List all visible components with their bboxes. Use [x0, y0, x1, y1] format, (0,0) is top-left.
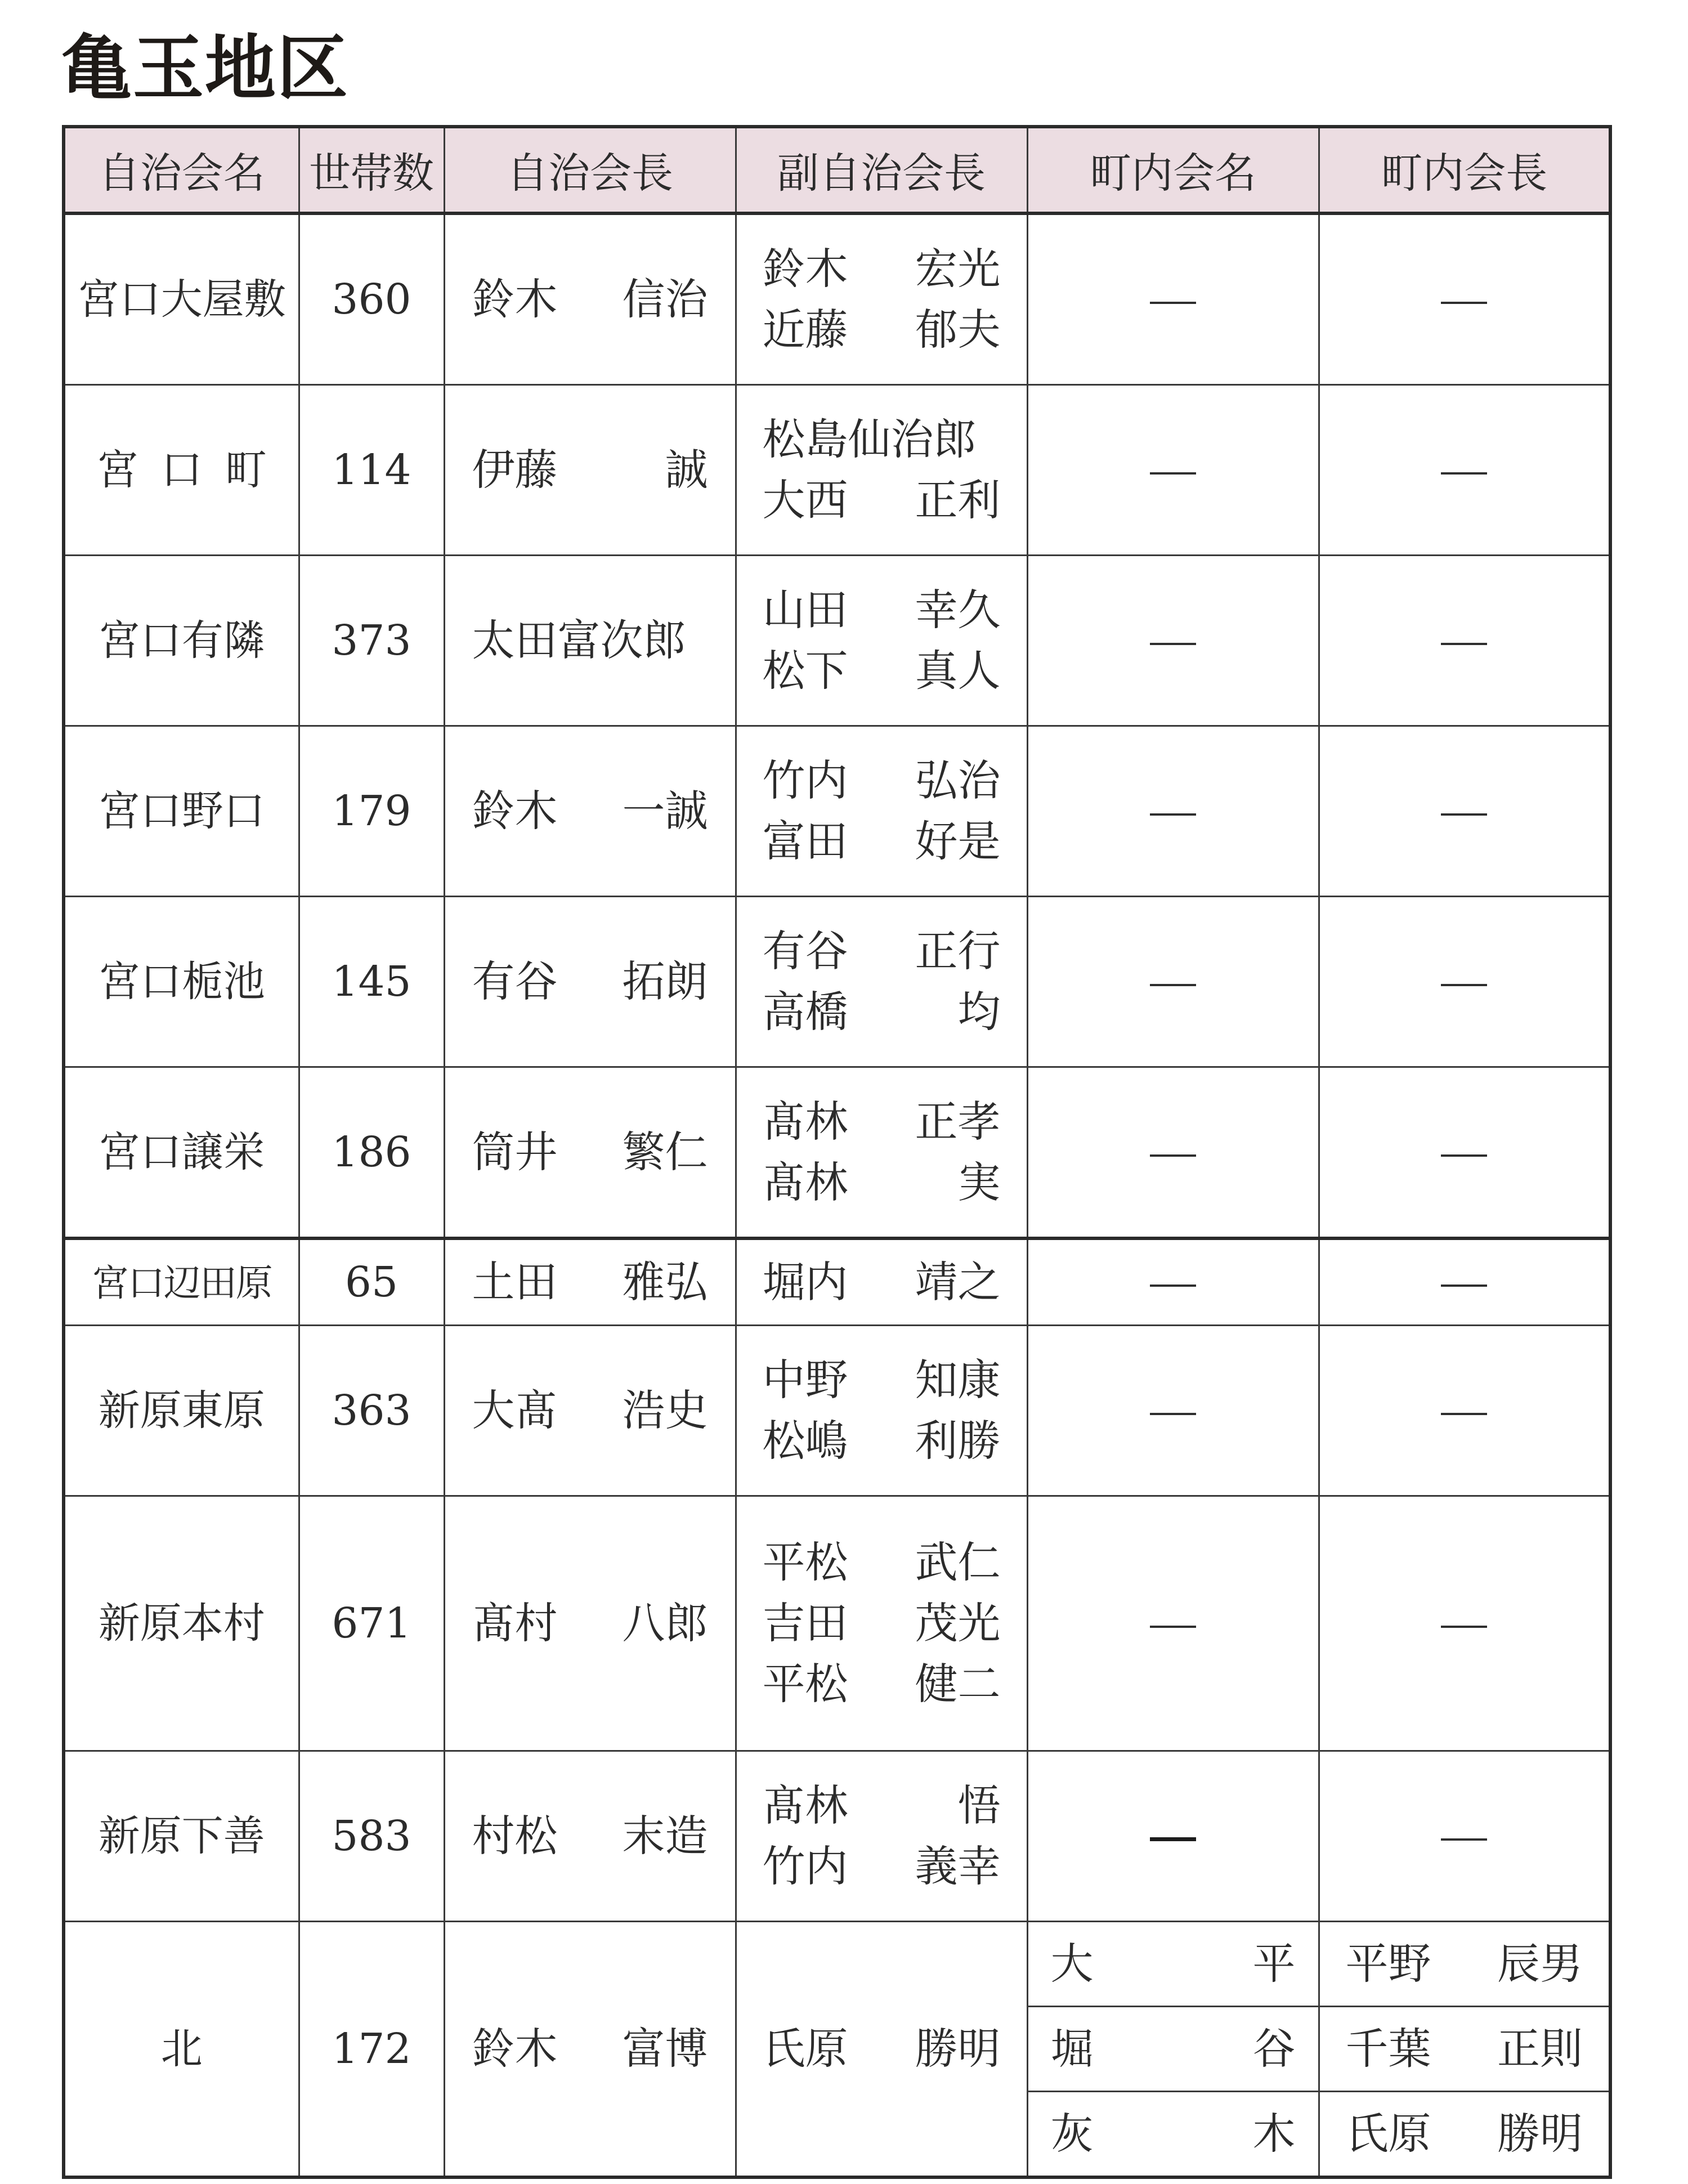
chair-surname: 髙村 [472, 1598, 558, 1648]
town-chair-empty [1319, 726, 1610, 897]
header-association-name: 自治会名 [64, 127, 299, 213]
header-town-name: 町内会名 [1027, 127, 1319, 213]
town-name-empty [1027, 1238, 1319, 1326]
vice-surname: 大西 [762, 475, 848, 525]
chair-name [444, 1751, 736, 1922]
town-name [1027, 2007, 1319, 2092]
dash-mark [1150, 302, 1196, 304]
town-chair-surname: 千葉 [1345, 2024, 1431, 2074]
vice-surname: 松島仙治郎 [762, 414, 977, 464]
household-count: 671 [299, 1496, 444, 1751]
town-chair-empty [1319, 1238, 1610, 1326]
vice-surname: 平松 [762, 1537, 848, 1587]
association-name [64, 556, 299, 726]
vice-surname: 髙林 [762, 1157, 848, 1207]
chair-given-name: 八郎 [622, 1598, 708, 1648]
dash-mark [1441, 1285, 1487, 1287]
vice-surname: 髙林 [762, 1097, 848, 1147]
town-name-empty [1027, 213, 1319, 385]
chair-surname: 太田富次郎 [472, 615, 686, 665]
vice-given-name: 均 [957, 987, 1001, 1037]
town-name-empty [1027, 385, 1319, 556]
chair-name [444, 213, 736, 385]
town-name-empty [1027, 556, 1319, 726]
vice-given-name: 義幸 [915, 1841, 1001, 1891]
dash-mark [1150, 813, 1196, 816]
town-name [1027, 2092, 1319, 2178]
town-chair-given-name: 正則 [1497, 2024, 1583, 2074]
household-count: 583 [299, 1751, 444, 1922]
chair-name [444, 1922, 736, 2178]
association-label: 宮口栀池 [98, 957, 265, 1006]
vice-chair-names [736, 1751, 1027, 1922]
chair-given-name: 富博 [622, 2024, 708, 2074]
town-name-empty [1027, 726, 1319, 897]
chair-given-name: 拓朗 [622, 956, 708, 1006]
chair-name [444, 1496, 736, 1751]
vice-surname: 竹内 [762, 755, 848, 805]
vice-given-name: 悟 [957, 1780, 1001, 1831]
vice-chair-names [736, 1922, 1027, 2178]
chair-surname: 大髙 [472, 1385, 558, 1435]
association-label: 宮口譲栄 [98, 1128, 265, 1176]
association-name [64, 1326, 299, 1496]
table-row [64, 1067, 1610, 1239]
vice-chair-names [736, 1067, 1027, 1239]
chair-surname: 土田 [472, 1257, 558, 1307]
chair-surname: 有谷 [472, 956, 558, 1006]
chair-given-name: 雅弘 [622, 1257, 708, 1307]
town-chair-name [1319, 1922, 1610, 2007]
vice-given-name: 正行 [915, 926, 1001, 976]
chair-name [444, 726, 736, 897]
vice-surname: 吉田 [762, 1598, 848, 1648]
household-count: 172 [299, 1922, 444, 2178]
town-name-part: 大 [1050, 1939, 1094, 1989]
vice-surname: 竹内 [762, 1841, 848, 1891]
vice-surname: 有谷 [762, 926, 848, 976]
household-count: 373 [299, 556, 444, 726]
chair-given-name: 信治 [622, 274, 708, 324]
vice-surname: 平松 [762, 1659, 848, 1709]
chair-given-name: 誠 [665, 445, 708, 495]
association-label: 宮口町 [96, 446, 289, 494]
dash-mark [1150, 1626, 1196, 1628]
household-count: 186 [299, 1067, 444, 1239]
association-label: 宮口有隣 [98, 616, 265, 665]
neighborhood-association-table [62, 125, 1612, 2179]
association-label: 新原本村 [98, 1599, 265, 1648]
table-row [64, 1922, 1610, 2007]
vice-chair-names [736, 726, 1027, 897]
chair-given-name: 浩史 [622, 1385, 708, 1435]
table-row [64, 213, 1610, 385]
chair-surname: 筒井 [472, 1127, 558, 1177]
vice-given-name: 健二 [915, 1659, 1001, 1709]
association-name [64, 213, 299, 385]
dash-mark [1441, 1413, 1487, 1415]
chair-name [444, 897, 736, 1067]
town-name-part: 谷 [1252, 2024, 1296, 2074]
dash-mark [1441, 643, 1487, 645]
town-name [1027, 1922, 1319, 2007]
town-chair-empty [1319, 1067, 1610, 1239]
dash-mark [1441, 813, 1487, 816]
association-label: 新原東原 [98, 1386, 265, 1435]
chair-name [444, 385, 736, 556]
town-chair-given-name: 勝明 [1497, 2109, 1583, 2159]
town-name-empty [1027, 897, 1319, 1067]
association-label: 宮口野口 [98, 787, 265, 835]
vice-surname: 髙林 [762, 1780, 848, 1831]
town-name-part: 平 [1252, 1939, 1296, 1989]
dash-mark [1441, 472, 1487, 475]
town-chair-name [1319, 2007, 1610, 2092]
vice-given-name: 正孝 [915, 1097, 1001, 1147]
table-header-row [64, 127, 1610, 213]
household-count: 179 [299, 726, 444, 897]
vice-given-name: 弘治 [915, 755, 1001, 805]
town-name-part: 木 [1252, 2109, 1296, 2159]
header-chair: 自治会長 [444, 127, 736, 213]
page-title: 亀玉地区 [61, 27, 349, 110]
association-name [64, 897, 299, 1067]
dash-mark [1441, 1154, 1487, 1157]
vice-chair-names [736, 1496, 1027, 1751]
table-row [64, 385, 1610, 556]
town-name-empty [1027, 1751, 1319, 1922]
vice-given-name: 正利 [915, 475, 1001, 525]
chair-given-name: 末造 [622, 1811, 708, 1861]
dash-mark [1441, 984, 1487, 986]
town-chair-empty [1319, 1751, 1610, 1922]
chair-surname: 鈴木 [472, 786, 558, 836]
town-chair-empty [1319, 897, 1610, 1067]
town-name-part: 灰 [1050, 2109, 1094, 2159]
header-town-chair: 町内会長 [1319, 127, 1610, 213]
dash-mark [1441, 302, 1487, 304]
household-count: 145 [299, 897, 444, 1067]
town-chair-empty [1319, 1496, 1610, 1751]
vice-given-name: 幸久 [915, 585, 1001, 635]
town-chair-surname: 平野 [1345, 1939, 1431, 1989]
vice-surname: 山田 [762, 585, 848, 635]
household-count: 114 [299, 385, 444, 556]
dash-mark [1150, 1837, 1196, 1841]
association-name [64, 1922, 299, 2178]
vice-surname: 松下 [762, 646, 848, 696]
association-label: 北 [160, 2025, 203, 2073]
household-count: 363 [299, 1326, 444, 1496]
chair-name [444, 1067, 736, 1239]
dash-mark [1150, 1285, 1196, 1287]
vice-given-name: 実 [957, 1157, 1001, 1207]
town-name-empty [1027, 1326, 1319, 1496]
vice-given-name: 知康 [915, 1355, 1001, 1405]
vice-given-name: 好是 [915, 816, 1001, 866]
chair-surname: 伊藤 [472, 445, 558, 495]
vice-given-name: 茂光 [915, 1598, 1001, 1648]
association-name [64, 1751, 299, 1922]
dash-mark [1150, 984, 1196, 986]
chair-given-name: 繁仁 [622, 1127, 708, 1177]
association-name [64, 385, 299, 556]
vice-chair-names [736, 385, 1027, 556]
vice-given-name: 靖之 [915, 1257, 1001, 1307]
vice-surname: 高橋 [762, 987, 848, 1037]
vice-surname: 氏原 [762, 2024, 848, 2074]
dash-mark [1150, 472, 1196, 475]
town-chair-surname: 氏原 [1345, 2109, 1431, 2159]
vice-chair-names [736, 1238, 1027, 1326]
table-row [64, 1326, 1610, 1496]
chair-name [444, 1238, 736, 1326]
chair-surname: 鈴木 [472, 274, 558, 324]
household-count: 65 [299, 1238, 444, 1326]
chair-surname: 鈴木 [472, 2024, 558, 2074]
chair-given-name: 一誠 [622, 786, 708, 836]
dash-mark [1150, 1413, 1196, 1415]
vice-chair-names [736, 1326, 1027, 1496]
chair-name [444, 556, 736, 726]
dash-mark [1150, 643, 1196, 645]
chair-name [444, 1326, 736, 1496]
vice-given-name: 勝明 [915, 2024, 1001, 2074]
vice-surname: 近藤 [762, 305, 848, 355]
association-label: 宮口大屋敷 [77, 275, 286, 324]
town-name-empty [1027, 1496, 1319, 1751]
vice-surname: 富田 [762, 816, 848, 866]
table-row [64, 1751, 1610, 1922]
table-row [64, 1496, 1610, 1751]
chair-surname: 村松 [472, 1811, 558, 1861]
town-chair-empty [1319, 1326, 1610, 1496]
vice-surname: 松嶋 [762, 1416, 848, 1466]
vice-surname: 中野 [762, 1355, 848, 1405]
vice-chair-names [736, 897, 1027, 1067]
vice-surname: 鈴木 [762, 244, 848, 294]
vice-given-name: 真人 [915, 646, 1001, 696]
association-label: 宮口辺田原 [91, 1261, 272, 1305]
town-chair-empty [1319, 385, 1610, 556]
dash-mark [1441, 1838, 1487, 1841]
town-chair-empty [1319, 213, 1610, 385]
vice-surname: 堀内 [762, 1257, 848, 1307]
vice-given-name: 郁夫 [915, 305, 1001, 355]
association-name [64, 1238, 299, 1326]
dash-mark [1150, 1154, 1196, 1157]
vice-chair-names [736, 556, 1027, 726]
vice-given-name: 武仁 [915, 1537, 1001, 1587]
town-name-part: 堀 [1050, 2024, 1094, 2074]
association-label: 新原下善 [98, 1812, 265, 1860]
table-row [64, 556, 1610, 726]
table-row [64, 1238, 1610, 1326]
association-name [64, 1496, 299, 1751]
table-row [64, 726, 1610, 897]
table-row [64, 897, 1610, 1067]
town-chair-given-name: 辰男 [1497, 1939, 1583, 1989]
header-vice-chair: 副自治会長 [736, 127, 1027, 213]
association-name [64, 726, 299, 897]
header-households: 世帯数 [299, 127, 444, 213]
town-chair-name [1319, 2092, 1610, 2178]
town-name-empty [1027, 1067, 1319, 1239]
household-count: 360 [299, 213, 444, 385]
association-name [64, 1067, 299, 1239]
vice-chair-names [736, 213, 1027, 385]
vice-given-name: 利勝 [915, 1416, 1001, 1466]
dash-mark [1441, 1626, 1487, 1628]
vice-given-name: 宏光 [915, 244, 1001, 294]
town-chair-empty [1319, 556, 1610, 726]
